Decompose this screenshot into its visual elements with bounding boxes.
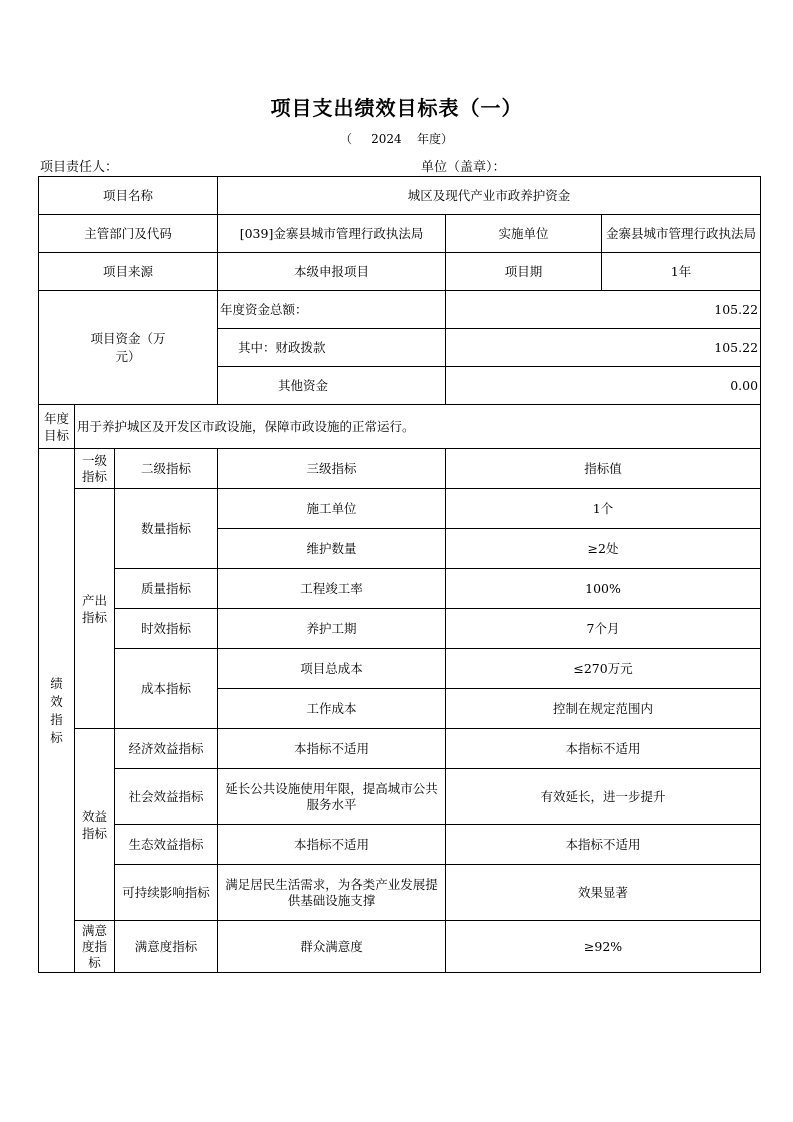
indicator-name: 本指标不适用 [218,729,446,769]
table-row [39,569,761,609]
indicator-name: 满足居民生活需求，为各类产业发展提供基础设施支撑 [218,865,446,921]
table-row [39,825,761,865]
annual-goal-value: 用于养护城区及开发区市政设施，保障市政设施的正常运行。 [75,405,761,449]
sustainability-indicator-label: 可持续影响指标 [115,865,218,921]
indicator-value: 本指标不适用 [446,729,761,769]
indicator-name: 群众满意度 [218,921,446,973]
funds-other-value: 0.00 [446,367,761,405]
table-row [39,865,761,921]
funds-total-value: 105.22 [446,291,761,329]
indicator-value: 效果显著 [446,865,761,921]
funds-other-label: 其他资金 [218,367,446,405]
indicator-value: 1个 [446,489,761,529]
department-row [39,215,761,253]
value-header: 指标值 [446,449,761,489]
department-label: 主管部门及代码 [39,215,218,253]
year-line [0,130,793,147]
benefit-indicator-label [75,729,115,921]
satisfaction-level1-label [75,921,115,973]
table-row [39,609,761,649]
indicator-name: 延长公共设施使用年限，提高城市公共服务水平 [218,769,446,825]
funds-fiscal-label: 其中：财政拨款 [218,329,446,367]
project-name-row [39,177,761,215]
page-title: 项目支出绩效目标表（一） [270,96,523,120]
level1-header-text: 一级指标 [81,452,107,484]
project-name-value: 城区及现代产业市政养护资金 [218,177,761,215]
indicator-name: 养护工期 [218,609,446,649]
indicator-value: ≤270万元 [446,649,761,689]
year-value: 2024 [371,132,402,146]
table-row [39,489,761,529]
cost-indicator-label: 成本指标 [115,649,218,729]
ecological-indicator-label: 生态效益指标 [115,825,218,865]
quality-indicator-label: 质量指标 [115,569,218,609]
satisfaction-indicator-label: 满意度指标 [115,921,218,973]
funds-label [39,291,218,405]
unit-seal-label: 单位（盖章）： [421,160,506,175]
table-row [39,729,761,769]
implementer-label: 实施单位 [446,215,602,253]
indicator-name: 工程竣工率 [218,569,446,609]
table-row [39,921,761,973]
source-value: 本级申报项目 [218,253,446,291]
table-row [39,649,761,689]
annual-goal-label [39,405,75,449]
indicator-name: 施工单位 [218,489,446,529]
source-row [39,253,761,291]
indicator-name: 项目总成本 [218,649,446,689]
implementer-value: 金寨县城市管理行政执法局 [602,215,761,253]
benefit-indicator-text: 效益指标 [81,808,107,841]
year-open: （ [340,132,353,146]
funds-label-text: 项目资金（万元） [90,330,166,364]
social-indicator-label: 社会效益指标 [115,769,218,825]
responsible-label: 项目责任人： [40,160,119,175]
level1-header [75,449,115,489]
indicator-value: 控制在规定范围内 [446,689,761,729]
funds-total-label: 年度资金总额： [218,291,446,329]
indicator-name: 工作成本 [218,689,446,729]
indicator-value: 100% [446,569,761,609]
level3-header: 三级指标 [218,449,446,489]
indicator-value: ≥92% [446,921,761,973]
indicator-value: 本指标不适用 [446,825,761,865]
annual-goal-row [39,405,761,449]
performance-table [38,176,761,973]
output-indicator-label [75,489,115,729]
output-indicator-text: 产出指标 [81,592,107,625]
indicator-header-row [39,449,761,489]
period-label: 项目期 [446,253,602,291]
year-close: 年度） [416,132,453,146]
satisfaction-level1-text: 满意度指标 [81,922,107,970]
department-value: [039]金寨县城市管理行政执法局 [218,215,446,253]
level2-header: 二级指标 [115,449,218,489]
economic-indicator-label: 经济效益指标 [115,729,218,769]
indicator-value: ≥2处 [446,529,761,569]
annual-goal-label-text: 年度目标 [43,410,69,443]
source-label: 项目来源 [39,253,218,291]
funds-fiscal-value: 105.22 [446,329,761,367]
quantity-indicator-label: 数量指标 [115,489,218,569]
period-value: 1年 [602,253,761,291]
table-row [39,769,761,825]
time-indicator-label: 时效指标 [115,609,218,649]
performance-section-text: 绩效指标 [50,675,63,745]
performance-section-label [39,449,75,973]
indicator-name: 维护数量 [218,529,446,569]
funds-total-row [39,291,761,329]
indicator-value: 7个月 [446,609,761,649]
indicator-name: 本指标不适用 [218,825,446,865]
indicator-value: 有效延长，进一步提升 [446,769,761,825]
project-name-label: 项目名称 [39,177,218,215]
